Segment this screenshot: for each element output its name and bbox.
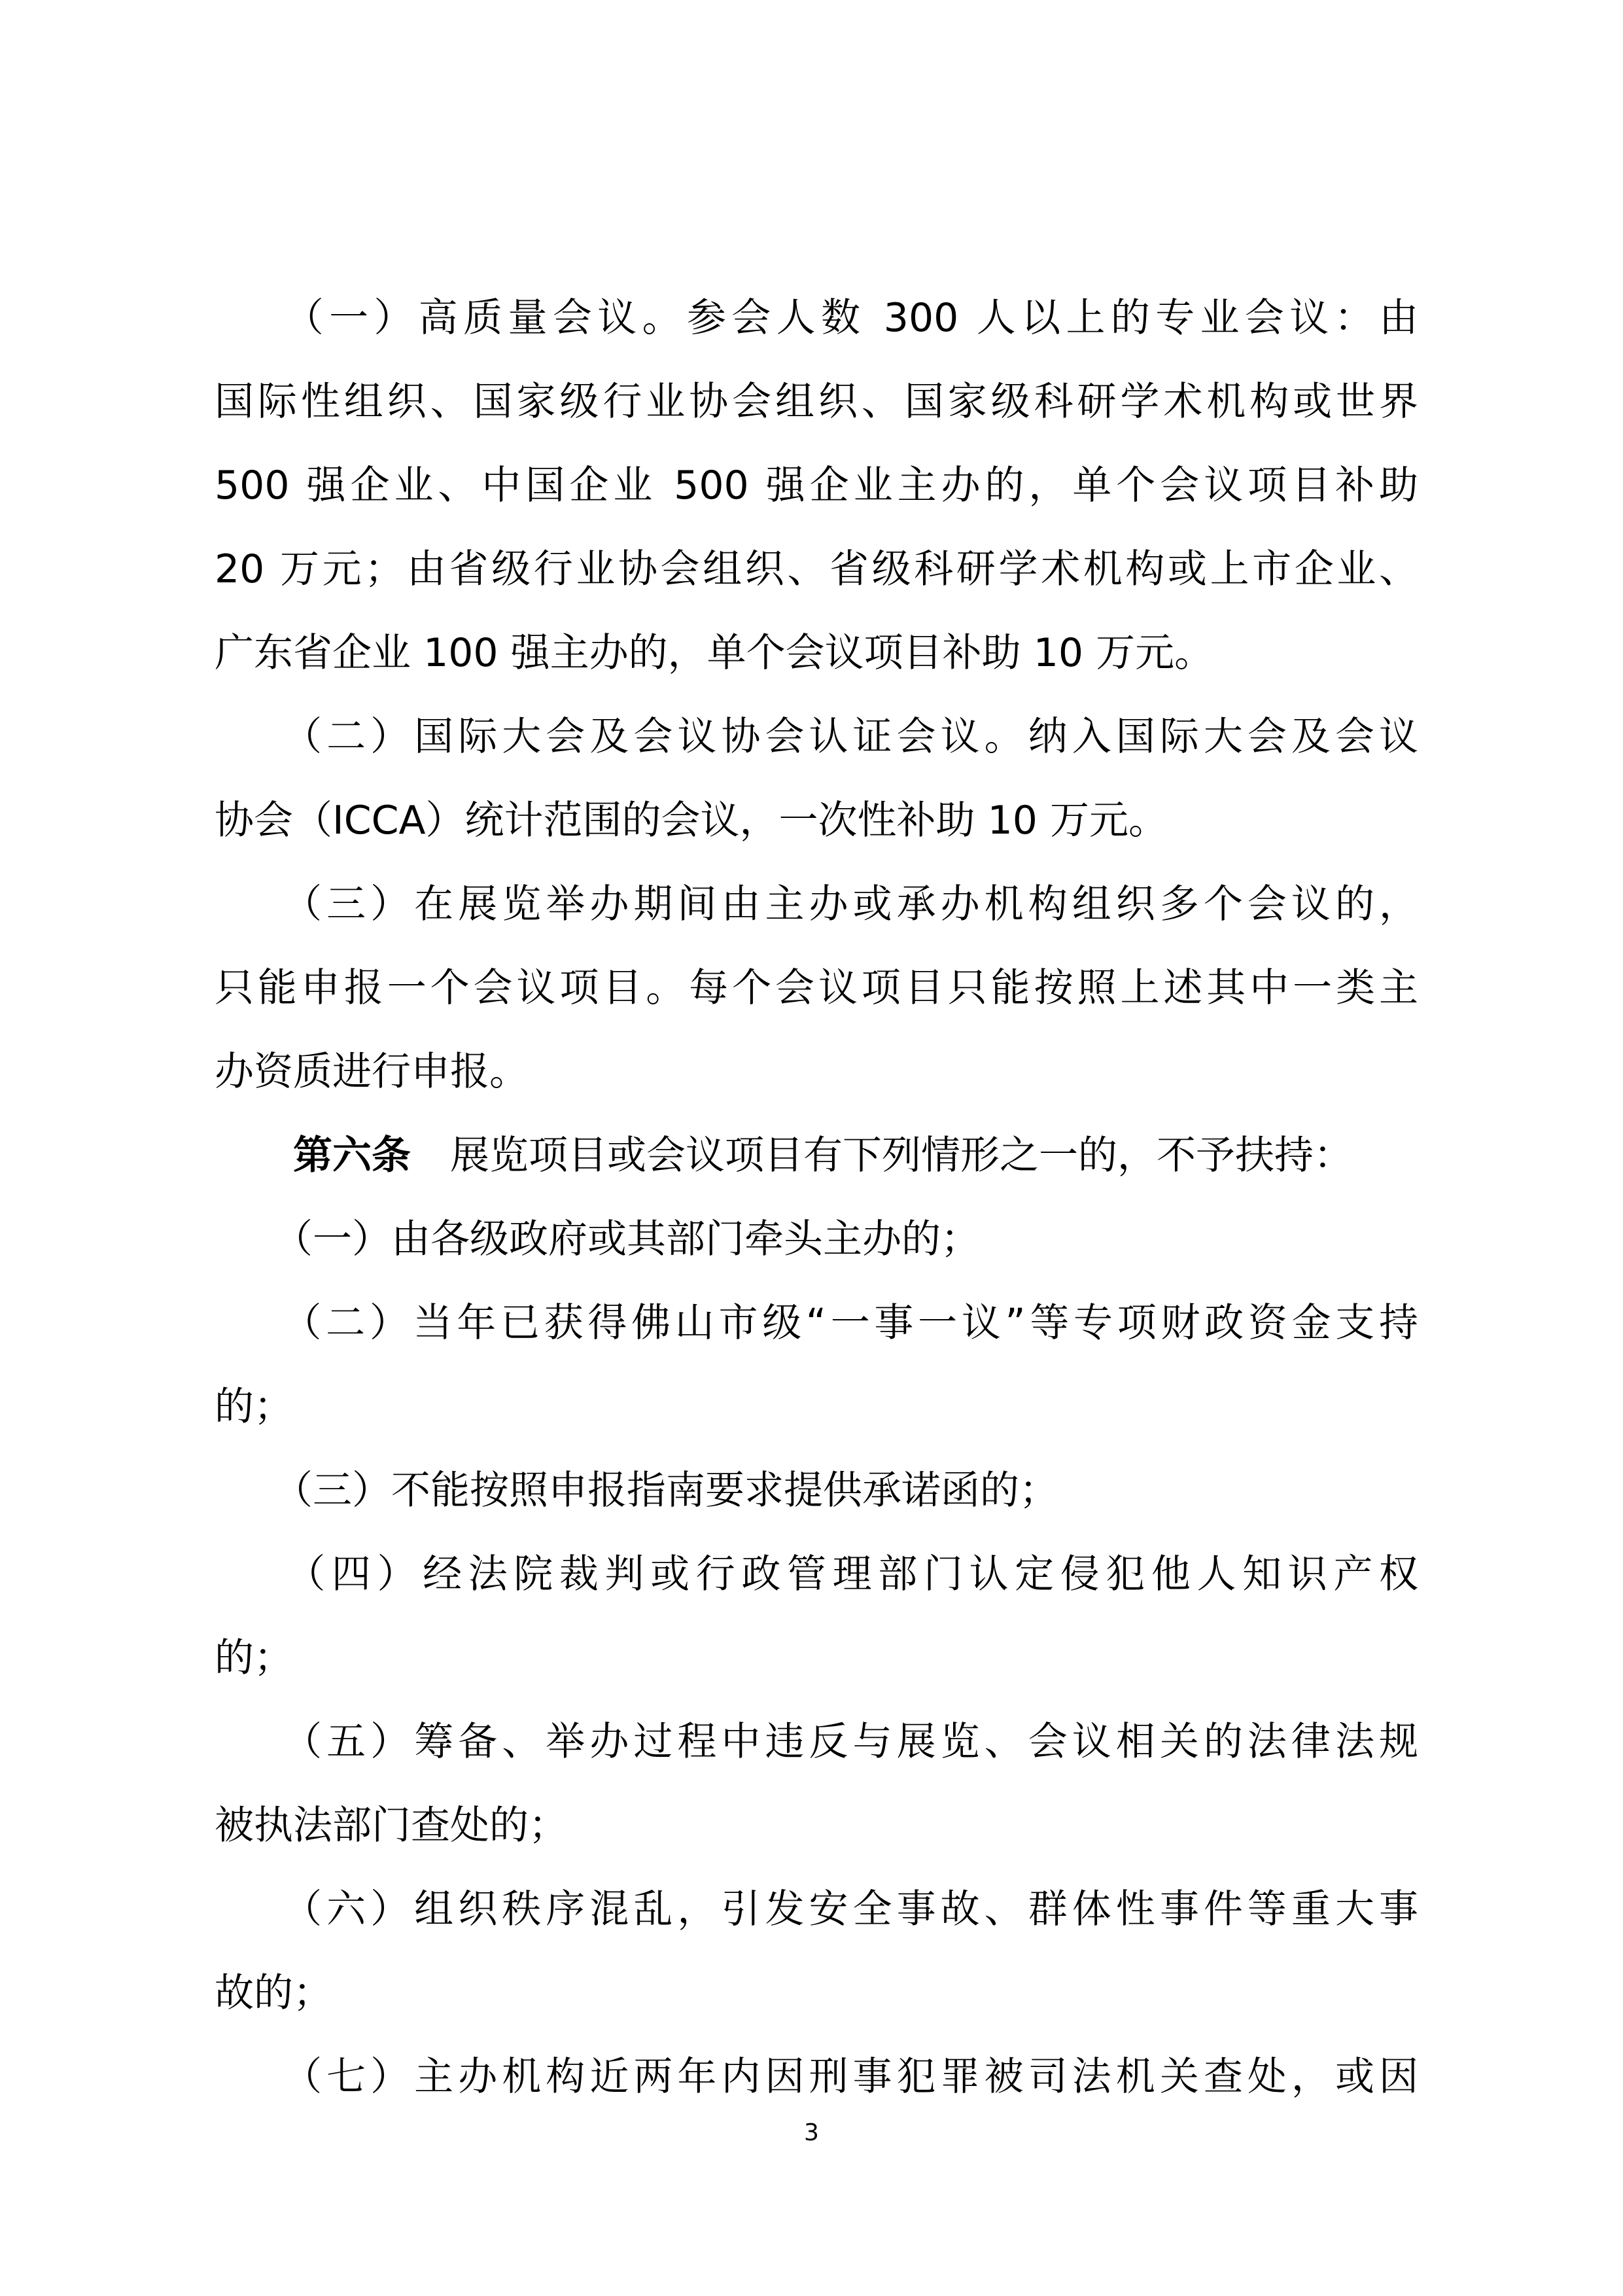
paragraph-line: 办资质进行申报。: [215, 1049, 529, 1095]
paragraph-line: （一）由各级政府或其部门牵头主办的；: [215, 1216, 980, 1262]
paragraph-line: 只能申报一个会议项目。每个会议项目只能按照上述其中一类主: [215, 965, 1418, 1011]
paragraph-line: （二）当年已获得佛山市级“一事一议”等专项财政资金支持: [215, 1300, 1418, 1346]
article-six-line: [215, 1114, 1418, 1197]
paragraph-line: 协会（ICCA）统计范围的会议，一次性补助 10 万元。: [215, 798, 1168, 843]
article-text: 展览项目或会议项目有下列情形之一的，不予扶持：: [450, 1133, 1353, 1178]
paragraph-line: （三）不能按照申报指南要求提供承诺函的；: [215, 1468, 1058, 1513]
paragraph-line: 故的；: [215, 1970, 332, 2016]
paragraph-line: 的；: [215, 1384, 293, 1430]
paragraph-line: （五）筹备、举办过程中违反与展览、会议相关的法律法规: [215, 1719, 1418, 1765]
paragraph-line: （一）高质量会议。参会人数 300 人以上的专业会议：由: [215, 295, 1418, 341]
page-number: 3: [804, 2119, 819, 2146]
paragraph-line: 国际性组织、国家级行业协会组织、国家级科研学术机构或世界: [215, 379, 1418, 425]
paragraph-line: （七）主办机构近两年内因刑事犯罪被司法机关查处，或因: [215, 2054, 1418, 2100]
paragraph-line: （三）在展览举办期间由主办或承办机构组织多个会议的，: [215, 881, 1418, 927]
paragraph-line: 的；: [215, 1635, 293, 1681]
paragraph-line: 广东省企业 100 强主办的，单个会议项目补助 10 万元。: [215, 630, 1214, 676]
paragraph-line: （二）国际大会及会议协会认证会议。纳入国际大会及会议: [215, 714, 1418, 760]
paragraph-line: 被执法部门查处的；: [215, 1803, 568, 1848]
paragraph-line: 500 强企业、中国企业 500 强企业主办的，单个会议项目补助: [215, 463, 1418, 508]
paragraph-line: （六）组织秩序混乱，引发安全事故、群体性事件等重大事: [215, 1886, 1418, 1932]
article-heading: 第六条: [293, 1133, 411, 1178]
paragraph-line: 20 万元；由省级行业协会组织、省级科研学术机构或上市企业、: [215, 546, 1418, 592]
paragraph-line: （四）经法院裁判或行政管理部门认定侵犯他人知识产权: [215, 1551, 1418, 1597]
